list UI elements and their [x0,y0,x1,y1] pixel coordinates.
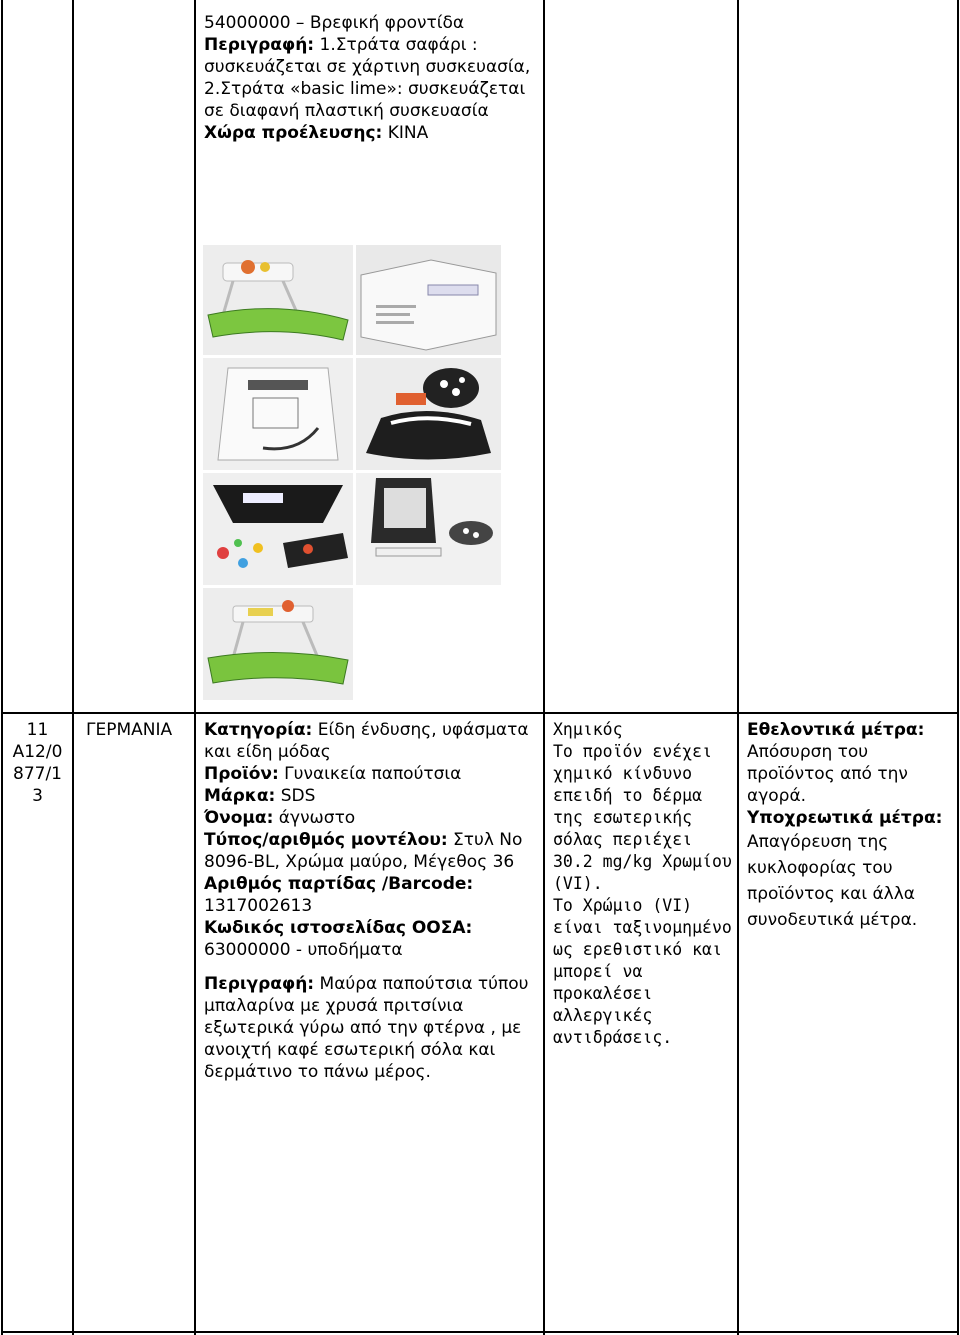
origin-label: Χώρα προέλευσης: [204,123,383,143]
photo-walker-frame-top [356,473,501,585]
description-label: Περιγραφή: [204,35,315,55]
description-text: 1.Στράτα σαφάρι : συσκευάζεται σε χάρτινη συσκευασία, 2.Στράτα «basic lime»: συσκευάζεται σε διαφανή πλαστική συσκευασία [204,35,531,121]
photo-walker-box-label [356,245,501,355]
risk-text: Το Χρώμιο (VI) είναι ταξινομημένο ως ερεθιστικό και μπορεί να προκαλέσει αλλεργικές αντιδράσεις. [553,896,732,1047]
model-label: Τύπος/αριθμός μοντέλου: [204,830,448,850]
photo-walker-cardboard-box [203,358,353,470]
product-details [204,719,536,1083]
category-value: Είδη ένδυσης, υφάσματα και είδη μόδας [204,720,529,762]
record-number-line: 11 [26,720,49,740]
column-divider-risk [737,0,739,1335]
oecd-label: Κωδικός ιστοσελίδας ΟΟΣΑ: [204,918,473,938]
oecd-code-line: 54000000 – Βρεφική φροντίδα [204,13,465,33]
photo-walker-parts [203,473,353,585]
product-label: Προϊόν: [204,764,279,784]
measures-details [747,719,952,933]
brand-value: SDS [280,786,316,806]
product-value: Γυναικεία παπούτσια [284,764,462,784]
previous-record-details [204,12,534,144]
record-number-line: A12/0 [12,742,63,762]
voluntary-label: Εθελοντικά μέτρα: [747,720,925,740]
photo-green-walker [203,245,353,355]
photo-green-walker-tray [203,588,353,700]
product-paragraph [204,763,536,785]
risk-type: Χημικός [553,720,623,739]
risk-text: Το προϊόν ενέχει χημικό κίνδυνο επειδή το δέρμα της εσωτερικής σόλας περιέχει 30.2 mg/kg Χρωμίου (VI). [553,742,732,893]
record-number-line: 877/1 [13,764,62,784]
batch-label: Αριθμός παρτίδας /Barcode: [204,874,474,894]
oecd-paragraph [204,917,536,961]
name-label: Όνομα: [204,808,274,828]
batch-paragraph [204,873,536,917]
name-value: άγνωστο [278,808,356,828]
column-divider-number [72,0,74,1335]
category-label: Κατηγορία: [204,720,313,740]
record-number-line: 3 [32,786,43,806]
notifying-country: ΓΕΡΜΑΝΙΑ [86,720,173,740]
origin-value: ΚΙΝΑ [387,123,429,143]
mandatory-label: Υποχρεωτικά μέτρα: [747,808,943,828]
category-paragraph [204,719,536,763]
brand-label: Μάρκα: [204,786,276,806]
table-border-right [957,0,959,1335]
column-divider-country [194,0,196,1335]
record-number [3,719,72,807]
photo-black-safari-walker [356,358,501,470]
brand-paragraph [204,785,536,807]
batch-value: 1317002613 [204,896,313,916]
origin-paragraph [204,122,534,144]
model-value: Στυλ Νο 8096-BL, Χρώμα μαύρο, Μέγεθος 36 [204,830,523,872]
name-paragraph [204,807,536,829]
column-divider-product [543,0,545,1335]
desc-paragraph [204,973,536,1083]
risk-details [553,719,735,1049]
desc-label: Περιγραφή: [204,974,315,994]
mandatory-value: Απαγόρευση της κυκλοφορίας του προϊόντος και άλλα συνοδευτικά μέτρα. [747,832,918,930]
table-border-bottom [1,1331,959,1333]
model-paragraph [204,829,536,873]
voluntary-value: Απόσυρση του προϊόντος από την αγορά. [747,742,908,806]
description-paragraph [204,34,534,122]
oecd-value: 63000000 - υποδήματα [204,940,403,960]
desc-value: Μαύρα παπούτσια τύπου μπαλαρίνα με χρυσά πριτσίνια εξωτερικά γύρω από την φτέρνα , με ανοιχτή καφέ εσωτερική σόλα και δερμάτινο το πάνω μέρος. [204,974,529,1082]
row-divider [1,712,959,714]
table-border-left [1,0,3,1335]
